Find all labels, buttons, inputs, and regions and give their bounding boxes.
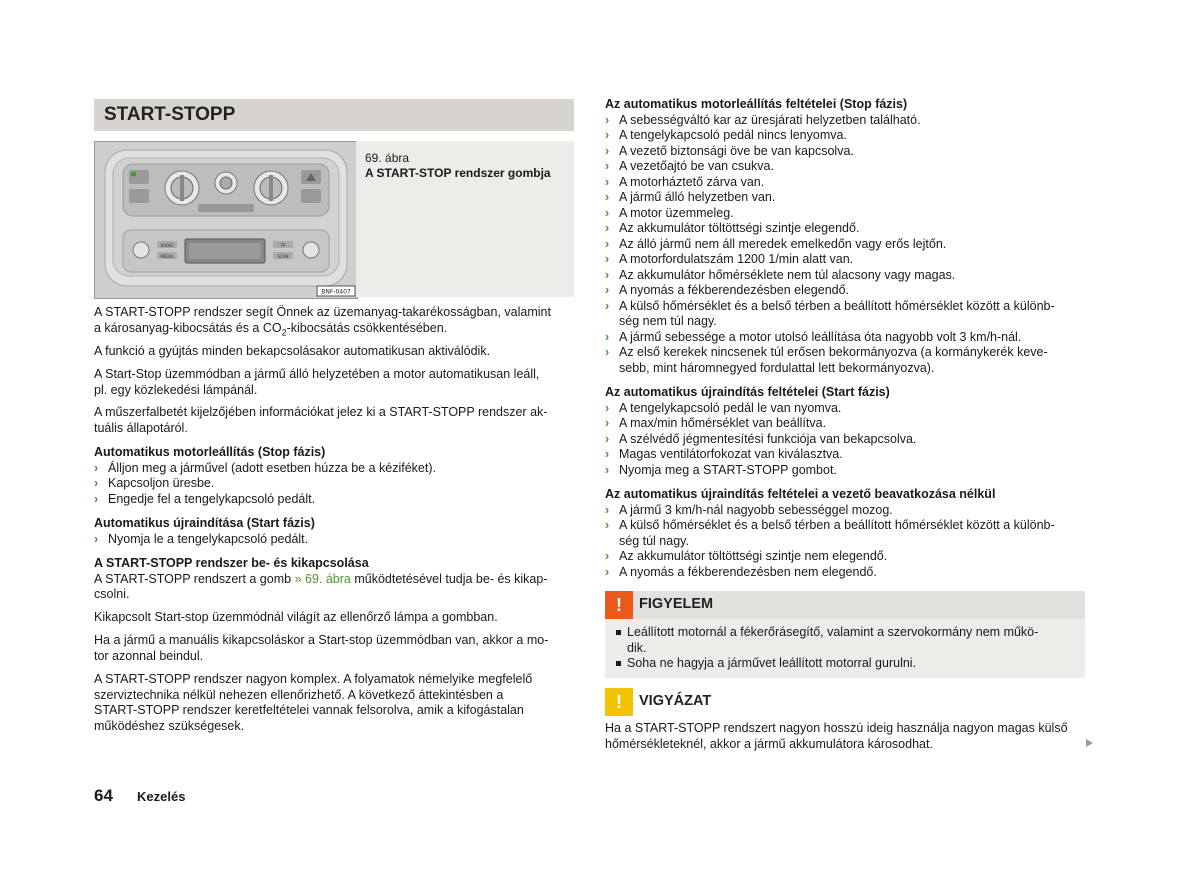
arrow-icon: › (605, 205, 610, 220)
figure-reference-link[interactable]: » 69. ábra (294, 571, 351, 586)
arrow-icon: › (605, 298, 610, 313)
subheading: A START-STOPP rendszer be- és kikapcsolása (94, 556, 369, 570)
paragraph: A funkció a gyújtás minden bekapcsolásakor automatikusan aktiválódik. (94, 344, 491, 358)
warning-title: FIGYELEM (639, 596, 714, 612)
list-item: › A jármű álló helyzetben van. (605, 190, 776, 204)
list-item: › A külső hőmérséklet és a belső térben a beállított hőmérséklet között a különb- ség nem túl nagy. (605, 298, 1055, 328)
paragraph: A Start-Stop üzemmódban a jármű álló helyzetében a motor automatikusan leáll, pl. egy közlekedési lámpánál. (94, 367, 540, 397)
list-item: › A max/min hőmérséklet van beállítva. (605, 416, 827, 430)
arrow-icon: › (605, 518, 610, 532)
list-item: › Az első kerekek nincsenek túl erősen bekormányozva (a kormánykerék keve- sebb, mint háromnegyed fordulattal lett bekormányozva). (605, 345, 1048, 375)
list-item: › A tengelykapcsoló pedál nincs lenyomva. (605, 128, 847, 142)
arrow-icon: › (94, 476, 99, 490)
scan-button-label: SCAN (277, 254, 289, 259)
section-title: START-STOPP (94, 99, 574, 131)
warning-item: Leállított motornál a fékerőrásegítő, valamint a szervokormány nem műkö- dik. (616, 625, 1076, 656)
arrow-icon: › (605, 143, 610, 158)
paragraph: A műszerfalbetét kijelzőjében információkat jelez ki a START-STOPP rendszer ak- tuális állapotáról. (94, 405, 548, 435)
arrow-icon: › (605, 252, 610, 266)
stop-phase-section (94, 445, 574, 507)
list-item: › Az akkumulátor töltöttségi szintje nem elegendő. (605, 549, 888, 563)
arrow-icon: › (605, 174, 610, 189)
list-item: › A motor üzemmeleg. (605, 205, 734, 220)
arrow-icon: › (605, 431, 610, 446)
list-item: › A motorfordulatszám 1200 1/min alatt van. (605, 252, 854, 266)
arrow-icon: › (94, 531, 99, 546)
paragraph: Kikapcsolt Start-stop üzemmódnál világít az ellenőrző lámpa a gombban. (94, 610, 498, 624)
list-item: › Az álló jármű nem áll meredek emelkedőn vagy erős lejtőn. (605, 236, 947, 251)
subheading: Automatikus motorleállítás (Stop fázis) (94, 445, 326, 459)
continue-arrow-icon (1086, 739, 1093, 747)
start-phase-section (94, 516, 574, 547)
list-item: › A motorháztető zárva van. (605, 174, 765, 189)
list-item: › Az akkumulátor hőmérséklete nem túl alacsony vagy magas. (605, 267, 956, 282)
list-item: › A jármű sebessége a motor utolsó leállítása óta nagyobb volt 3 km/h-nál. (605, 329, 1022, 344)
list-item: › Kapcsoljon üresbe. (94, 476, 215, 490)
list-item: › Nyomja le a tengelykapcsoló pedált. (94, 531, 309, 546)
bullet-icon (616, 630, 621, 635)
subheading: Az automatikus újraindítás feltételei (Start fázis) (605, 385, 890, 399)
paragraph: Ha a jármű a manuális kikapcsoláskor a Start-stop üzemmódban van, akkor a mo- tor azonnal beindul. (94, 633, 549, 663)
climate-control-panel-illustration (95, 142, 357, 298)
on-off-section: A START-STOPP rendszer be- és kikapcsolása A START-STOPP rendszert a gomb » 69. ábra működtetésével tudja be- és kikap- csolni. (94, 556, 574, 603)
stop-conditions-section (605, 97, 1085, 376)
list-item: › Álljon meg a járművel (adott esetben húzza be a kéziféket). (94, 460, 436, 475)
figure-code: BNF-0407 (321, 288, 351, 296)
list-item: › Magas ventilátorfokozat van kiválasztva. (605, 447, 843, 461)
warning-exclamation-icon: ! (605, 591, 633, 619)
list-item: › A külső hőmérséklet és a belső térben a beállított hőmérséklet között a különb- ség túl nagy. (605, 518, 1055, 548)
arrow-icon: › (605, 221, 610, 235)
arrow-icon: › (605, 329, 610, 344)
caution-exclamation-icon: ! (605, 688, 633, 716)
arrow-icon: › (605, 236, 610, 251)
radio-button-label: RADIO (160, 243, 174, 248)
warning-item: Soha ne hagyja a járművet leállított motorral gurulni. (616, 656, 1076, 672)
list-item: › A nyomás a fékberendezésben elegendő. (605, 283, 850, 297)
arrow-icon: › (605, 267, 610, 282)
arrow-icon: › (605, 447, 610, 461)
caution-text: Ha a START-STOPP rendszert nagyon hosszú ideig használja nagyon magas külső hőmérsékleteknél, akkor a jármű akkumulátora károsodhat. (605, 721, 1068, 751)
subheading: Az automatikus újraindítás feltételei a vezető beavatkozása nélkül (605, 487, 996, 501)
tp-button-label: TP (280, 243, 286, 248)
list-item: › A jármű 3 km/h-nál nagyobb sebességgel mozog. (605, 502, 893, 517)
caution-title: VIGYÁZAT (639, 693, 712, 709)
list-item: › Engedje fel a tengelykapcsoló pedált. (94, 491, 316, 506)
warning-body (605, 619, 1085, 678)
list-item: › A vezetőajtó be van csukva. (605, 159, 774, 173)
intro-paragraph: A START-STOPP rendszer segít Önnek az üzemanyag-takarékosságban, valamint a károsanyag-kibocsátás és a $CO_2$-kibocsátás csökkentésében. (94, 305, 551, 337)
arrow-icon: › (605, 400, 610, 415)
paragraph: A START-STOPP rendszer nagyon komplex. A folyamatok némelyike megfelelő szerviztechnika nélkül nehezen ellenőrizhető. A következő áttekintésben a START-STOPP rendszer keretfeltételei vannak felsorolva, amik a kifogástalan működéshez szükségesek. (94, 672, 533, 733)
arrow-icon: › (605, 564, 610, 579)
list-item: › A tengelykapcsoló pedál le van nyomva. (605, 400, 842, 415)
media-button-label: MEDIA (160, 254, 174, 259)
page-number: 64 (94, 786, 113, 805)
subheading: Automatikus újraindítása (Start fázis) (94, 516, 315, 530)
subheading: Az automatikus motorleállítás feltételei (Stop fázis) (605, 97, 908, 111)
arrow-icon: › (94, 460, 99, 475)
figure-image (94, 141, 358, 299)
arrow-icon: › (605, 159, 610, 173)
arrow-icon: › (94, 491, 99, 506)
figure-caption (356, 141, 574, 297)
list-item: › A nyomás a fékberendezésben nem elegendő. (605, 564, 877, 579)
arrow-icon: › (605, 549, 610, 563)
list-item: › A szélvédő jégmentesítési funkciója van bekapcsolva. (605, 431, 917, 446)
no-driver-conditions-section (605, 487, 1085, 580)
list-item: › A vezető biztonsági öve be van kapcsolva. (605, 143, 854, 158)
arrow-icon: › (605, 502, 610, 517)
list-item: › A sebességváltó kar az üresjárati helyzetben található. (605, 112, 921, 127)
arrow-icon: › (605, 128, 610, 142)
warning-header (605, 591, 1085, 619)
arrow-icon: › (605, 345, 610, 359)
bullet-icon (616, 661, 621, 666)
chapter-name: Kezelés (137, 789, 186, 804)
start-conditions-section (605, 385, 1085, 478)
arrow-icon: › (605, 283, 610, 297)
arrow-icon: › (605, 462, 610, 477)
arrow-icon: › (605, 112, 610, 127)
figure-title: A START-STOP rendszer gombja (365, 166, 551, 180)
list-item: › Az akkumulátor töltöttségi szintje elegendő. (605, 221, 860, 235)
list-item: › Nyomja meg a START-STOPP gombot. (605, 462, 837, 477)
arrow-icon: › (605, 416, 610, 430)
arrow-icon: › (605, 190, 610, 204)
figure-number: 69. ábra (365, 151, 410, 165)
